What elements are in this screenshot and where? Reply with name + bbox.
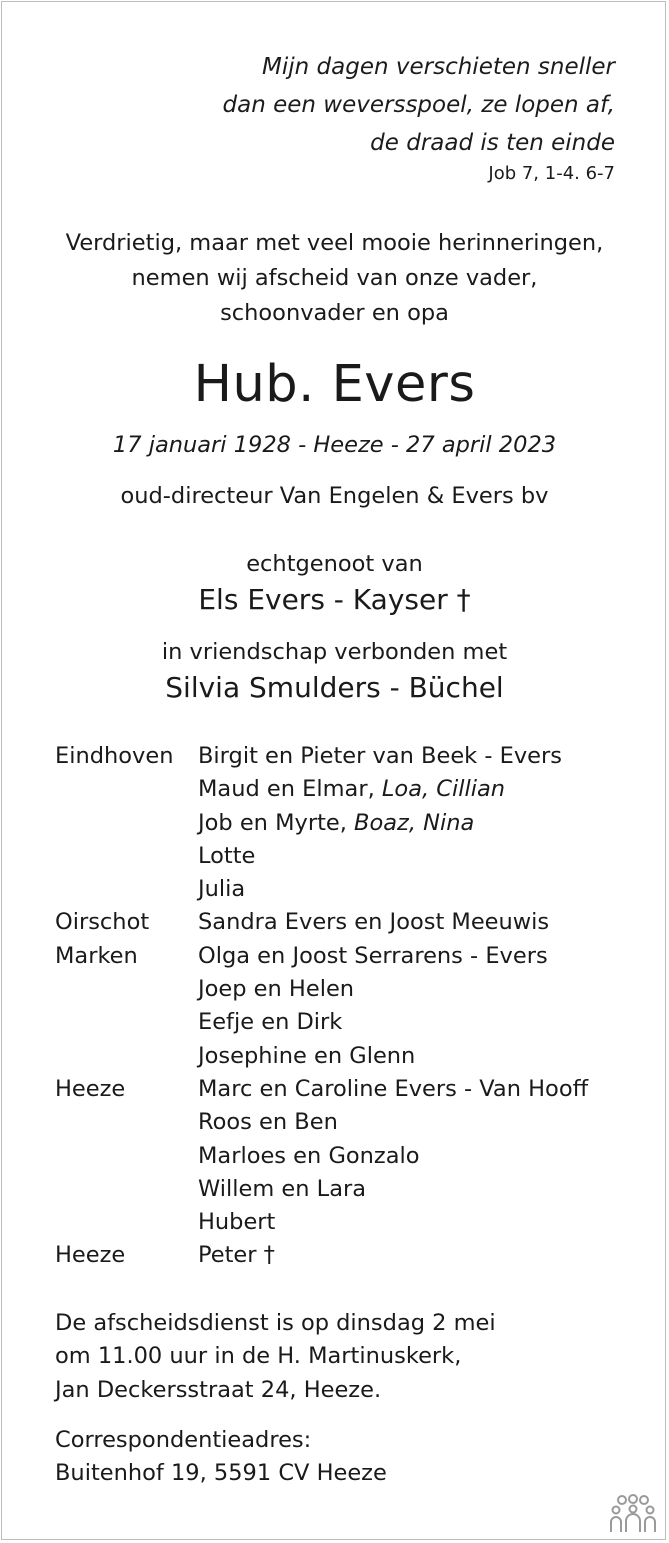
- service-line: om 11.00 uur in de H. Martinuskerk,: [55, 1343, 462, 1370]
- family-names: Hubert: [198, 1209, 276, 1236]
- family-grandchildren: Loa, Cillian: [381, 776, 506, 803]
- service-details: [55, 1307, 496, 1407]
- family-place: Heeze: [55, 1075, 126, 1102]
- quote-line: de draad is ten einde: [370, 130, 615, 156]
- service-line: De afscheidsdienst is op dinsdag 2 mei: [55, 1310, 496, 1336]
- family-place: Eindhoven: [55, 743, 174, 769]
- family-names: Lotte: [198, 842, 256, 869]
- family-names: Maud en Elmar,: [198, 776, 382, 803]
- quote-line: Mijn dagen verschieten sneller: [262, 54, 615, 80]
- quote-source: Job 7, 1-4. 6-7: [488, 163, 615, 184]
- correspondence-label: Correspondentieadres:: [55, 1427, 312, 1453]
- deceased-name: Hub. Evers: [193, 355, 476, 414]
- deceased-role: oud-directeur Van Engelen & Evers bv: [120, 483, 549, 509]
- family-grandchildren: Boaz, Nina: [354, 809, 475, 836]
- family-names: Olga en Joost Serrarens - Evers: [198, 942, 548, 969]
- family-group-icon: [608, 1494, 658, 1534]
- family-names: Eefje en Dirk: [198, 1009, 343, 1036]
- family-place: Marken: [55, 942, 138, 969]
- family-names: Marloes en Gonzalo: [198, 1142, 420, 1169]
- family-names: Sandra Evers en Joost Meeuwis: [198, 909, 550, 936]
- spouse-name: Els Evers - Kayser †: [198, 583, 471, 616]
- life-dates: 17 januari 1928 - Heeze - 27 april 2023: [112, 432, 557, 458]
- family-names: Josephine en Glenn: [198, 1042, 416, 1069]
- family-names: Peter †: [198, 1242, 275, 1269]
- family-place: Oirschot: [55, 909, 150, 936]
- family-names: Birgit en Pieter van Beek - Evers: [198, 743, 562, 769]
- family-names: Joep en Helen: [198, 976, 355, 1003]
- family-names: Job en Myrte,: [198, 809, 355, 836]
- quote-line: dan een weversspoel, ze lopen af,: [222, 92, 615, 118]
- service-line: Jan Deckersstraat 24, Heeze.: [55, 1376, 382, 1403]
- correspondence-address: [55, 1424, 387, 1491]
- friend-name: Silvia Smulders - Büchel: [165, 671, 504, 704]
- family-names: Willem en Lara: [198, 1175, 367, 1202]
- family-names: Julia: [198, 876, 246, 903]
- family-names: Marc en Caroline Evers - Van Hooff: [198, 1075, 589, 1102]
- intro-text: [0, 226, 669, 331]
- family-place: Heeze: [55, 1242, 126, 1269]
- friend-label: in vriendschap verbonden met: [161, 639, 508, 665]
- intro-line: nemen wij afscheid van onze vader,: [131, 265, 538, 291]
- family-names: Roos en Ben: [198, 1109, 338, 1136]
- intro-line: schoonvader en opa: [220, 300, 449, 326]
- bible-quote: [223, 48, 615, 162]
- correspondence-address-line: Buitenhof 19, 5591 CV Heeze: [55, 1460, 387, 1487]
- intro-line: Verdrietig, maar met veel mooie herinneringen,: [65, 230, 604, 256]
- spouse-label: echtgenoot van: [246, 551, 423, 577]
